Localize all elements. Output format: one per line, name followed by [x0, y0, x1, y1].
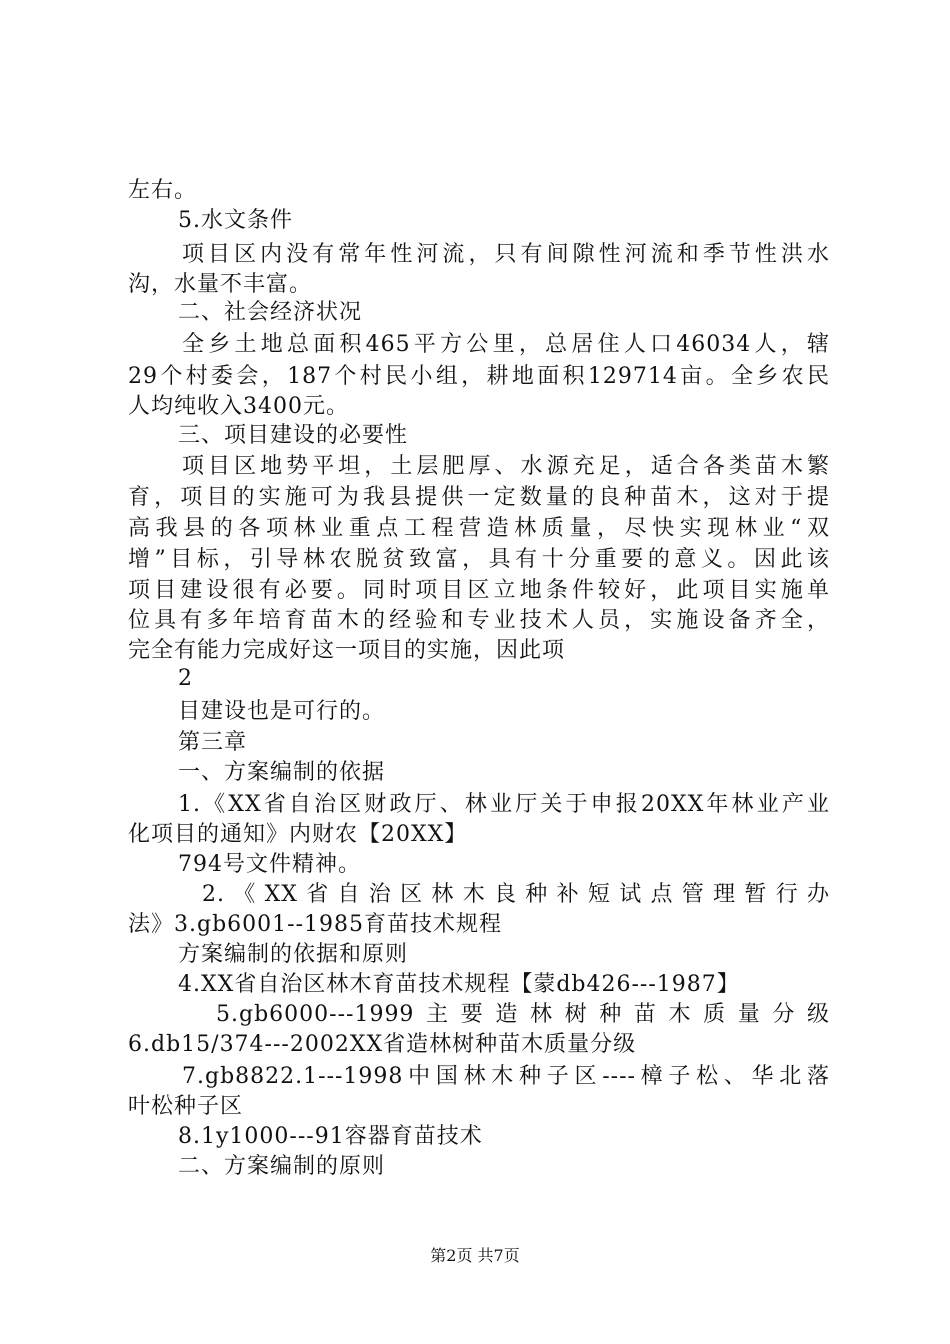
text-line: 1.《XX省自治区财政厅、林业厅关于申报20XX年林业产业 — [178, 792, 830, 817]
text-line: 5.gb6000---1999主要造林树种苗木质量分级 — [216, 1002, 830, 1027]
page-number-inline: 2 — [178, 666, 193, 691]
text-line: 目建设也是可行的。 — [178, 699, 386, 724]
chapter-heading: 第三章 — [178, 730, 248, 755]
text-line: 29个村委会，187个村民小组，耕地面积129714亩。全乡农民 — [128, 364, 830, 389]
section-heading: 三、项目建设的必要性 — [178, 423, 409, 448]
section-heading: 二、社会经济状况 — [178, 300, 363, 325]
text-line: 左右。 — [128, 178, 198, 203]
text-line: 项目建设很有必要。同时项目区立地条件较好，此项目实施单 — [128, 578, 830, 603]
text-line: 794号文件精神。 — [178, 852, 361, 877]
page-footer: 第2页 共7页 — [430, 1246, 520, 1265]
text-line: 高我县的各项林业重点工程营造林质量，尽快实现林业“双 — [128, 516, 830, 541]
text-line: 全乡土地总面积465平方公里，总居住人口46034人，辖 — [182, 332, 830, 357]
text-line: 4.XX省自治区林木育苗技术规程【蒙db426---1987】 — [178, 972, 740, 997]
text-line: 8.1y1000---91容器育苗技术 — [178, 1124, 483, 1149]
text-line: 人均纯收入3400元。 — [128, 394, 349, 419]
text-line: 法》3.gb6001--1985育苗技术规程 — [128, 912, 503, 937]
text-line: 叶松种子区 — [128, 1094, 244, 1119]
text-line: 7.gb8822.1---1998中国林木种子区----樟子松、华北落 — [182, 1064, 830, 1089]
text-line: 2.《XX省自治区林木良种补短试点管理暂行办 — [202, 882, 830, 907]
text-line: 项目区内没有常年性河流，只有间隙性河流和季节性洪水 — [182, 242, 830, 267]
section-heading: 方案编制的依据和原则 — [178, 942, 409, 967]
text-line: 沟，水量不丰富。 — [128, 272, 313, 297]
text-line: 位具有多年培育苗木的经验和专业技术人员，实施设备齐全， — [128, 608, 830, 633]
text-line: 完全有能力完成好这一项目的实施，因此项 — [128, 638, 566, 663]
text-line: 化项目的通知》内财农【20XX】 — [128, 822, 468, 847]
text-line: 增”目标，引导林农脱贫致富，具有十分重要的意义。因此该 — [128, 547, 830, 572]
section-heading: 一、方案编制的依据 — [178, 760, 386, 785]
text-line: 育，项目的实施可为我县提供一定数量的良种苗木，这对于提 — [128, 485, 830, 510]
section-heading: 5.水文条件 — [178, 208, 293, 233]
text-line: 6.db15/374---2002XX省造林树种苗木质量分级 — [128, 1032, 637, 1057]
text-line: 项目区地势平坦，土层肥厚、水源充足，适合各类苗木繁 — [182, 454, 830, 479]
section-heading: 二、方案编制的原则 — [178, 1154, 386, 1179]
